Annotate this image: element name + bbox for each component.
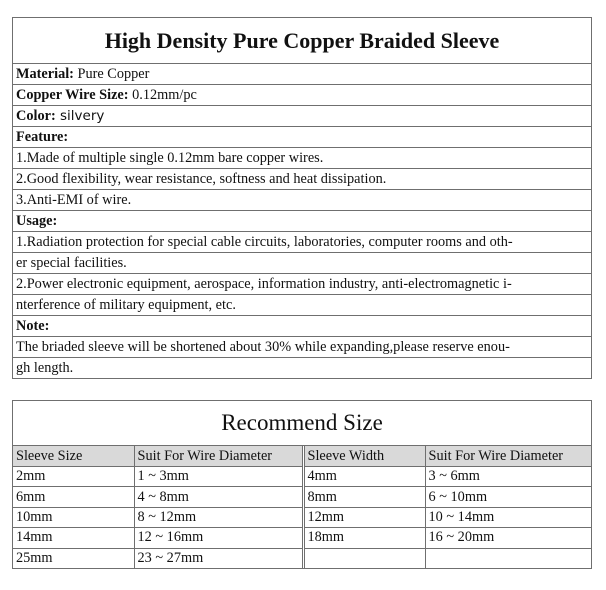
table-row bbox=[13, 487, 591, 507]
feature-line: 1.Made of multiple single 0.12mm bare copper wires. bbox=[13, 148, 591, 169]
table-row bbox=[13, 467, 591, 487]
table-cell: 8 ~ 12mm bbox=[134, 507, 303, 527]
material-row bbox=[13, 64, 591, 85]
usage-line: 1.Radiation protection for special cable circuits, laboratories, computer rooms and oth- bbox=[13, 232, 591, 253]
table-cell: 3 ~ 6mm bbox=[425, 467, 591, 487]
usage-line: nterference of military equipment, etc. bbox=[13, 295, 591, 316]
table-cell: 8mm bbox=[303, 487, 425, 507]
table-cell: 14mm bbox=[13, 528, 134, 548]
spec-title: High Density Pure Copper Braided Sleeve bbox=[13, 18, 591, 64]
spec-table bbox=[12, 17, 592, 379]
table-row bbox=[13, 548, 591, 568]
table-cell: 23 ~ 27mm bbox=[134, 548, 303, 568]
size-table bbox=[12, 400, 592, 569]
note-heading: Note: bbox=[13, 316, 591, 337]
table-cell: 12mm bbox=[303, 507, 425, 527]
table-cell bbox=[425, 548, 591, 568]
table-cell: 4mm bbox=[303, 467, 425, 487]
material-value: Pure Copper bbox=[73, 66, 150, 82]
color-value: silvery bbox=[55, 108, 105, 124]
table-cell: 6 ~ 10mm bbox=[425, 487, 591, 507]
color-label: Color: bbox=[16, 108, 56, 124]
feature-heading: Feature: bbox=[13, 127, 591, 148]
table-cell: 16 ~ 20mm bbox=[425, 528, 591, 548]
material-label: Material: bbox=[16, 66, 74, 82]
table-cell bbox=[303, 548, 425, 568]
usage-heading: Usage: bbox=[13, 211, 591, 232]
note-line: The briaded sleeve will be shortened about 30% while expanding,please reserve enou- bbox=[13, 337, 591, 358]
table-cell: 10mm bbox=[13, 507, 134, 527]
table-cell: 2mm bbox=[13, 467, 134, 487]
table-cell: 10 ~ 14mm bbox=[425, 507, 591, 527]
color-row bbox=[13, 106, 591, 127]
feature-line: 2.Good flexibility, wear resistance, softness and heat dissipation. bbox=[13, 169, 591, 190]
table-cell: 1 ~ 3mm bbox=[134, 467, 303, 487]
wire-size-row bbox=[13, 85, 591, 106]
size-grid bbox=[13, 446, 591, 568]
table-row bbox=[13, 507, 591, 527]
feature-line: 3.Anti-EMI of wire. bbox=[13, 190, 591, 211]
table-cell: 12 ~ 16mm bbox=[134, 528, 303, 548]
column-header: Sleeve Width bbox=[303, 446, 425, 467]
column-header: Suit For Wire Diameter bbox=[425, 446, 591, 467]
wire-size-value: 0.12mm/pc bbox=[128, 87, 197, 103]
size-header-row bbox=[13, 446, 591, 467]
usage-line: 2.Power electronic equipment, aerospace, information industry, anti-electromagnetic i- bbox=[13, 274, 591, 295]
column-header: Sleeve Size bbox=[13, 446, 134, 467]
table-row bbox=[13, 528, 591, 548]
column-header: Suit For Wire Diameter bbox=[134, 446, 303, 467]
size-title: Recommend Size bbox=[13, 401, 591, 446]
table-cell: 6mm bbox=[13, 487, 134, 507]
wire-size-label: Copper Wire Size: bbox=[16, 87, 129, 103]
note-line: gh length. bbox=[16, 360, 74, 376]
usage-line: er special facilities. bbox=[13, 253, 591, 274]
table-cell: 25mm bbox=[13, 548, 134, 568]
table-cell: 18mm bbox=[303, 528, 425, 548]
table-cell: 4 ~ 8mm bbox=[134, 487, 303, 507]
